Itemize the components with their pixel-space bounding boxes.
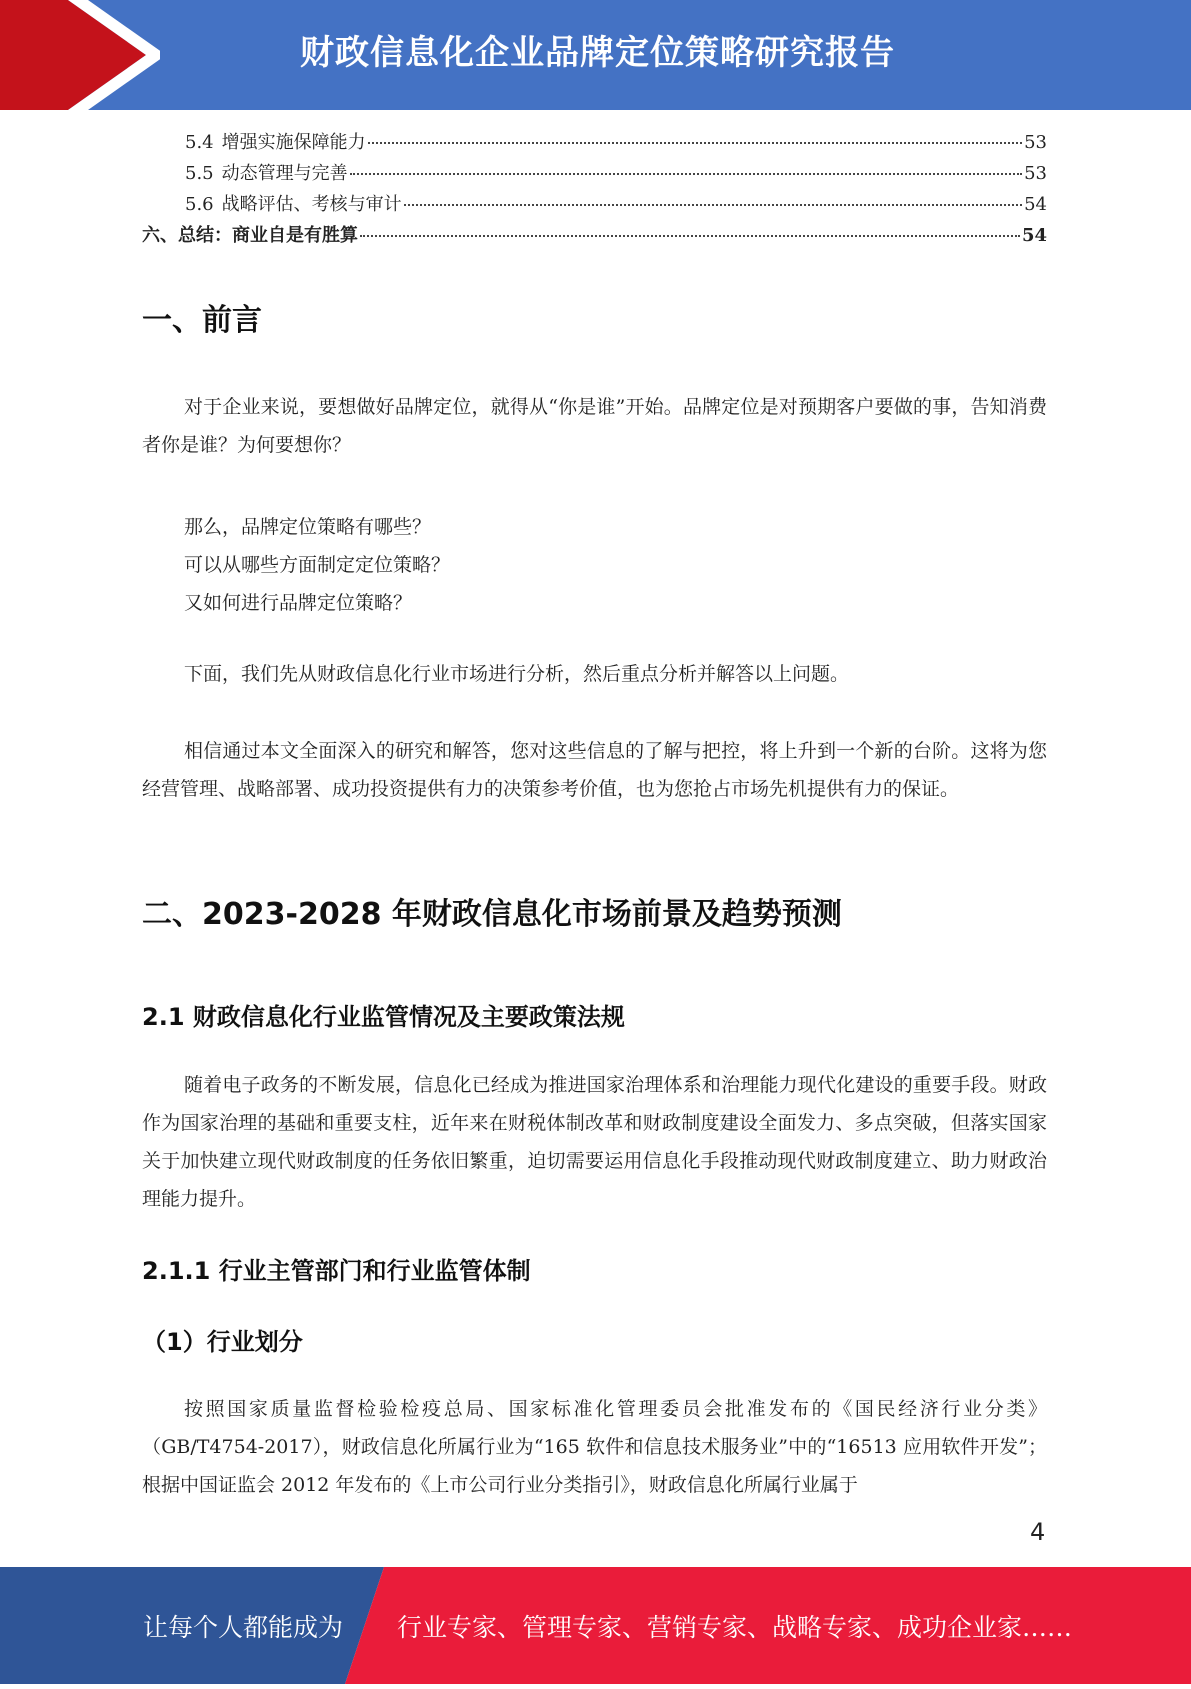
toc-item-number: 5.6	[185, 194, 214, 215]
toc-item-page: 54	[1021, 225, 1047, 246]
page-number: 4	[1030, 1518, 1046, 1546]
paragraph: 下面，我们先从财政信息化行业市场进行分析，然后重点分析并解答以上问题。	[184, 663, 850, 685]
toc-leader-dots	[350, 173, 1022, 175]
toc-item-title: 六、总结：商业自是有胜算	[142, 225, 358, 246]
report-title: 财政信息化企业品牌定位策略研究报告	[300, 33, 895, 73]
section-heading-market-forecast: 二、2023-2028 年财政信息化市场前景及趋势预测	[142, 897, 842, 932]
toc-item-number: 5.5	[185, 163, 214, 184]
subsection-heading: 2.1 财政信息化行业监管情况及主要政策法规	[142, 1003, 625, 1031]
toc-leader-dots	[404, 204, 1022, 206]
toc-leader-dots	[360, 235, 1020, 237]
paragraph: 相信通过本文全面深入的研究和解答，您对这些信息的了解与把控，将上升到一个新的台阶。这将为您经营管理、战略部署、成功投资提供有力的决策参考价值，也为您抢占市场先机提供有力的保证。	[142, 740, 1047, 800]
question-line: 可以从哪些方面制定定位策略？	[184, 554, 451, 576]
toc-item-title: 动态管理与完善	[221, 163, 348, 184]
header-arrow-icon	[0, 0, 160, 110]
toc-item-page: 53	[1024, 163, 1047, 184]
paragraph: 随着电子政务的不断发展，信息化已经成为推进国家治理体系和治理能力现代化建设的重要手段。财政作为国家治理的基础和重要支柱，近年来在财税体制改革和财政制度建设全面发力、多点突破，但落实国家关于加快建立现代财政制度的任务依旧繁重，迫切需要运用信息化手段推动现代财政制度建立、助力财政治理能力提升。	[142, 1074, 1047, 1210]
footer-slogan-right: 行业专家、管理专家、营销专家、战略专家、成功企业家……	[397, 1613, 1073, 1642]
toc-leader-dots	[368, 142, 1022, 144]
toc-item[interactable]	[142, 190, 1047, 221]
header-band	[0, 0, 1191, 110]
subsection-heading: 2.1.1 行业主管部门和行业监管体制	[142, 1257, 531, 1285]
footer-band	[0, 1567, 1191, 1684]
footer-slogan-left: 让每个人都能成为	[143, 1613, 344, 1642]
toc-item-title: 增强实施保障能力	[221, 132, 366, 153]
toc-item-page: 54	[1024, 194, 1047, 215]
subsection-heading: （1）行业划分	[142, 1328, 303, 1356]
question-line: 又如何进行品牌定位策略？	[184, 592, 413, 614]
question-line: 那么，品牌定位策略有哪些？	[184, 516, 432, 538]
toc-item-number: 5.4	[185, 132, 214, 153]
toc-item-title: 战略评估、考核与审计	[221, 194, 402, 215]
paragraph: 按照国家质量监督检验检疫总局、国家标准化管理委员会批准发布的《国民经济行业分类》（GB/T4754-2017），财政信息化所属行业为“165 软件和信息技术服务业”中的“16513 应用软件开发”；根据中国证监会 2012 年发布的《上市公司行业分类指引》，财政信息化所属行业属于	[142, 1398, 1047, 1496]
toc-item-page: 53	[1024, 132, 1047, 153]
toc-item-chapter[interactable]	[142, 221, 1047, 252]
table-of-contents	[142, 128, 1047, 252]
toc-item[interactable]	[142, 128, 1047, 159]
section-heading-preface: 一、前言	[142, 303, 262, 338]
paragraph: 对于企业来说，要想做好品牌定位，就得从“你是谁”开始。品牌定位是对预期客户要做的事，告知消费者你是谁？为何要想你？	[142, 396, 1047, 456]
toc-item[interactable]	[142, 159, 1047, 190]
